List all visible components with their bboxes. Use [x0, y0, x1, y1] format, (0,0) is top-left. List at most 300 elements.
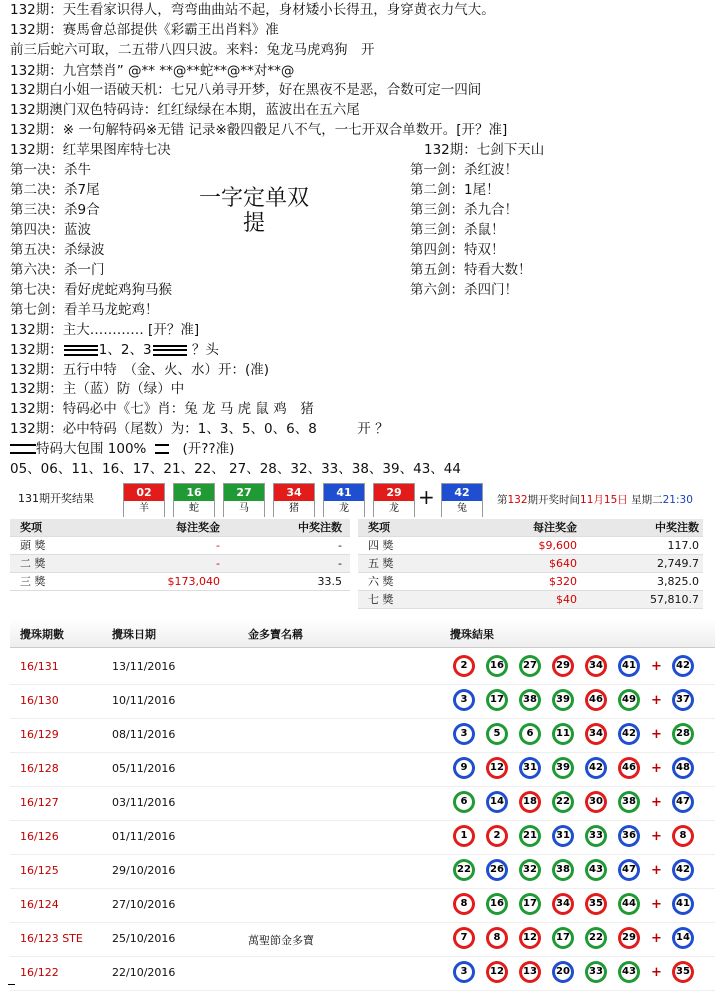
lottery-ball — [552, 927, 574, 949]
prize-row — [10, 537, 350, 555]
lottery-ball — [453, 961, 475, 983]
jian-2: 第二剑：1尾！ — [410, 182, 500, 198]
ball-number: 42 — [675, 862, 691, 878]
special-ball — [672, 893, 694, 915]
lottery-ball — [486, 655, 508, 677]
lottery-ball — [585, 961, 607, 983]
history-period: 16/123 STE — [20, 932, 83, 945]
ball-number: 31 — [522, 760, 538, 776]
ball-number: 46 — [621, 760, 637, 776]
result-zodiac: 兔 — [442, 501, 482, 517]
prize-name: 頭 獎 — [20, 539, 46, 552]
ball-number: 31 — [555, 828, 571, 844]
prize-winners: - — [338, 557, 342, 570]
history-row — [10, 718, 715, 753]
prize-winners: 117.0 — [667, 539, 699, 552]
lottery-ball — [552, 791, 574, 813]
history-date: 01/11/2016 — [112, 830, 176, 843]
history-period: 16/124 — [20, 898, 59, 911]
ball-number: 12 — [489, 964, 505, 980]
big-slogan-line-2: 提 — [242, 211, 265, 236]
ball-number: 35 — [675, 964, 691, 980]
ball-number: 16 — [489, 896, 505, 912]
lottery-ball — [618, 757, 640, 779]
ball-number: 29 — [555, 658, 571, 674]
result-ball-5 — [323, 483, 365, 517]
package-suffix: (开??准) — [168, 441, 235, 457]
jian-extra: 第七剑：看羊马龙蛇鸡！ — [10, 302, 159, 318]
prize-name: 五 獎 — [368, 557, 394, 570]
lottery-ball — [585, 825, 607, 847]
ball-number: 22 — [456, 862, 472, 878]
ball-number: 26 — [489, 862, 505, 878]
lottery-ball — [519, 927, 541, 949]
prize-amount: - — [216, 539, 220, 552]
lottery-ball — [552, 757, 574, 779]
lottery-ball — [519, 655, 541, 677]
next-time: 21:30 — [662, 494, 693, 506]
forecast-line-4: 132期：九宫禁肖” @** **@**蛇**@**对**@ — [10, 63, 295, 79]
draw-result-label: 131期开奖结果 — [18, 492, 94, 505]
result-number: 27 — [224, 484, 264, 501]
lottery-ball — [453, 859, 475, 881]
history-date: 29/10/2016 — [112, 864, 176, 877]
forecast-line-2: 132期：赛馬會总部提供《彩霸王出肖料》准 — [10, 22, 279, 38]
next-pre: 第 — [497, 494, 508, 506]
ball-number: 3 — [456, 726, 472, 742]
jue-6: 第六决：杀一门 — [10, 262, 105, 278]
result-number: 34 — [274, 484, 314, 501]
history-period: 16/131 — [20, 660, 59, 673]
lottery-ball — [453, 825, 475, 847]
prize-row — [358, 555, 703, 573]
prize-amount: - — [216, 557, 220, 570]
ball-number: 32 — [522, 862, 538, 878]
ball-number: 16 — [489, 658, 505, 674]
ball-number: 3 — [456, 692, 472, 708]
prize-table-left — [10, 519, 350, 615]
history-period: 16/126 — [20, 830, 59, 843]
line-five-elements: 132期：五行中特 （金、火、水）开：(准) — [10, 362, 270, 378]
special-ball — [672, 757, 694, 779]
lottery-ball — [552, 825, 574, 847]
bar-decoration — [153, 345, 187, 356]
prize-name: 二 獎 — [20, 557, 46, 570]
result-ball-6 — [373, 483, 415, 517]
ball-number: 9 — [456, 760, 472, 776]
lottery-ball — [486, 723, 508, 745]
ball-number: 47 — [675, 794, 691, 810]
result-zodiac: 马 — [224, 501, 264, 517]
prize-row — [358, 537, 703, 555]
ball-number: 42 — [621, 726, 637, 742]
plus-sign: + — [651, 795, 662, 810]
next-period: 132 — [507, 494, 528, 506]
lottery-ball — [618, 927, 640, 949]
result-zodiac: 羊 — [124, 501, 164, 517]
ball-number: 6 — [456, 794, 472, 810]
prize-name: 六 獎 — [368, 575, 394, 588]
lottery-ball — [486, 893, 508, 915]
lottery-ball — [453, 791, 475, 813]
special-ball — [672, 927, 694, 949]
ball-number: 47 — [621, 862, 637, 878]
ball-number: 33 — [588, 828, 604, 844]
lottery-ball — [585, 927, 607, 949]
plus-sign: + — [651, 727, 662, 742]
head-prefix: 132期： — [10, 342, 63, 358]
result-number: 16 — [174, 484, 214, 501]
ball-number: 1 — [456, 828, 472, 844]
lottery-ball — [486, 791, 508, 813]
history-date: 13/11/2016 — [112, 660, 176, 673]
ball-number: 28 — [675, 726, 691, 742]
lottery-ball — [618, 791, 640, 813]
lottery-ball — [453, 689, 475, 711]
ball-number: 46 — [588, 692, 604, 708]
ball-number: 48 — [675, 760, 691, 776]
ball-number: 8 — [489, 930, 505, 946]
history-date: 27/10/2016 — [112, 898, 176, 911]
history-period: 16/129 — [20, 728, 59, 741]
result-number: 29 — [374, 484, 414, 501]
history-period: 16/127 — [20, 796, 59, 809]
lottery-ball — [519, 859, 541, 881]
ball-number: 8 — [456, 896, 472, 912]
next-date: 11月15日 — [580, 494, 628, 506]
lottery-ball — [519, 893, 541, 915]
ball-number: 14 — [489, 794, 505, 810]
ball-number: 27 — [522, 658, 538, 674]
lottery-ball — [618, 723, 640, 745]
forecast-line-1: 132期：天生看家识得人，弯弯曲曲站不起，身材矮小长得丑，身穿黄衣力气大。 — [10, 2, 495, 18]
ball-number: 33 — [588, 964, 604, 980]
history-row — [10, 922, 715, 957]
plus-sign: + — [651, 965, 662, 980]
history-date: 08/11/2016 — [112, 728, 176, 741]
ball-number: 8 — [675, 828, 691, 844]
ball-number: 36 — [621, 828, 637, 844]
col-jackpot-name: 金多寶名稱 — [248, 628, 303, 641]
jue-5: 第五决：杀绿波 — [10, 242, 105, 258]
lottery-ball — [519, 825, 541, 847]
prize-name: 三 獎 — [20, 575, 46, 588]
plus-sign: + — [651, 897, 662, 912]
special-ball — [672, 723, 694, 745]
bar-decoration — [10, 444, 36, 454]
prize-winners: 33.5 — [317, 575, 342, 588]
history-row — [10, 820, 715, 855]
plus-sign: + — [651, 863, 662, 878]
history-row — [10, 752, 715, 787]
bar-decoration — [64, 345, 98, 356]
prize-row — [358, 573, 703, 591]
special-ball — [672, 689, 694, 711]
col-amount: 每注奖金 — [533, 521, 577, 534]
lottery-ball — [486, 859, 508, 881]
col-prize: 奖项 — [368, 521, 390, 534]
lottery-ball — [486, 961, 508, 983]
lottery-ball — [585, 723, 607, 745]
forecast-line-8: 132期：红苹果图库特七决 — [10, 142, 171, 158]
bar-decoration — [155, 444, 169, 454]
ball-number: 11 — [555, 726, 571, 742]
prize-winners: - — [338, 539, 342, 552]
ball-number: 41 — [675, 896, 691, 912]
lottery-ball — [486, 757, 508, 779]
line-zodiac: 132期：特码必中《七》肖：兔 龙 马 虎 鼠 鸡 猪 — [10, 401, 314, 417]
jue-4: 第四决：蓝波 — [10, 222, 91, 238]
plus-sign: + — [651, 659, 662, 674]
result-ball-3 — [223, 483, 265, 517]
history-period: 16/125 — [20, 864, 59, 877]
prize-table-right — [358, 519, 703, 615]
history-date: 03/11/2016 — [112, 796, 176, 809]
result-zodiac: 龙 — [324, 501, 364, 517]
lottery-ball — [519, 757, 541, 779]
ball-number: 13 — [522, 964, 538, 980]
ball-number: 42 — [675, 658, 691, 674]
seven-swords-title: 132期：七剑下天山 — [424, 142, 545, 158]
history-date: 05/11/2016 — [112, 762, 176, 775]
ball-number: 34 — [588, 658, 604, 674]
prize-row — [358, 591, 703, 609]
ball-number: 39 — [555, 692, 571, 708]
prize-winners: 2,749.7 — [657, 557, 699, 570]
ball-number: 49 — [621, 692, 637, 708]
col-period: 攪珠期數 — [20, 628, 64, 641]
history-row — [10, 650, 715, 685]
col-result: 攪珠結果 — [450, 628, 494, 641]
ball-number: 7 — [456, 930, 472, 946]
lottery-ball — [618, 859, 640, 881]
prize-row — [10, 573, 350, 591]
prize-amount: $640 — [549, 557, 577, 570]
lottery-ball — [552, 893, 574, 915]
history-date: 10/11/2016 — [112, 694, 176, 707]
col-winners: 中奖注数 — [298, 521, 342, 534]
jian-3: 第三剑：杀九合！ — [410, 202, 518, 218]
history-row — [10, 786, 715, 821]
special-ball — [672, 859, 694, 881]
prize-amount: $173,040 — [167, 575, 220, 588]
history-period: 16/122 — [20, 966, 59, 979]
ball-number: 12 — [522, 930, 538, 946]
ball-number: 5 — [489, 726, 505, 742]
plus-sign: + — [651, 829, 662, 844]
line-tail: 132期：必中特码（尾数）为：1、3、5、0、6、8 开 ？ — [10, 421, 389, 437]
forecast-line-6: 132期澳门双色特码诗：红红绿绿在本期，蓝波出在五六尾 — [10, 102, 360, 118]
ball-number: 17 — [489, 692, 505, 708]
result-number: 41 — [324, 484, 364, 501]
lottery-ball — [585, 791, 607, 813]
prize-winners: 3,825.0 — [657, 575, 699, 588]
history-row — [10, 684, 715, 719]
ball-number: 3 — [456, 964, 472, 980]
package-text: 特码大包围 100% — [36, 441, 147, 457]
result-number: 42 — [442, 484, 482, 501]
lottery-ball — [519, 791, 541, 813]
line-number-list: 05、06、11、16、17、21、22、 27、28、32、33、38、39、43、44 — [10, 461, 461, 477]
draw-result-bar — [0, 483, 725, 517]
lottery-ball — [453, 757, 475, 779]
ball-number: 12 — [489, 760, 505, 776]
jian-5: 第五剑：特看大数！ — [410, 262, 532, 278]
ball-number: 2 — [489, 828, 505, 844]
col-amount: 每注奖金 — [176, 521, 220, 534]
ball-number: 43 — [588, 862, 604, 878]
lottery-ball — [486, 927, 508, 949]
ball-number: 43 — [621, 964, 637, 980]
line-main-big: 132期：主大………… [开？准] — [10, 322, 200, 338]
col-date: 攪珠日期 — [112, 628, 156, 641]
history-date: 25/10/2016 — [112, 932, 176, 945]
history-header — [10, 619, 715, 648]
lottery-ball — [585, 893, 607, 915]
big-slogan-line-1: 一字定单双 — [198, 186, 309, 211]
history-date: 22/10/2016 — [112, 966, 176, 979]
history-row — [10, 888, 715, 923]
lottery-ball — [519, 723, 541, 745]
prize-amount: $9,600 — [538, 539, 577, 552]
jue-7: 第七决：看好虎蛇鸡狗马猴 — [10, 282, 172, 298]
ball-number: 14 — [675, 930, 691, 946]
result-ball-2 — [173, 483, 215, 517]
jue-2: 第二决：杀7尾 — [10, 182, 100, 198]
head-numbers: 1、2、3 — [98, 342, 152, 358]
forecast-line-7: 132期：※ 一句解特码※无错 记录※㲊四㲊足八不气，一七开双合单数开。[开？准] — [10, 122, 508, 138]
ball-number: 29 — [621, 930, 637, 946]
ball-number: 20 — [555, 964, 571, 980]
lottery-ball — [618, 893, 640, 915]
plus-sign: + — [651, 761, 662, 776]
ball-number: 2 — [456, 658, 472, 674]
result-ball-4 — [273, 483, 315, 517]
history-period: 16/128 — [20, 762, 59, 775]
plus-sign: + — [418, 485, 435, 509]
ball-number: 39 — [555, 760, 571, 776]
ball-number: 42 — [588, 760, 604, 776]
ball-number: 41 — [621, 658, 637, 674]
history-jackpot-name: 萬聖節金多寶 — [248, 934, 314, 947]
history-row — [10, 854, 715, 889]
jue-3: 第三决：杀9合 — [10, 202, 100, 218]
ball-number: 38 — [522, 692, 538, 708]
ball-number: 17 — [555, 930, 571, 946]
line-package — [10, 441, 234, 458]
prize-header — [10, 519, 350, 537]
ball-number: 17 — [522, 896, 538, 912]
line-head — [10, 342, 219, 359]
lottery-ball — [552, 723, 574, 745]
jian-4: 第四剑：特双！ — [410, 242, 505, 258]
prize-name: 七 獎 — [368, 593, 394, 606]
big-slogan — [193, 186, 315, 236]
prize-header — [358, 519, 703, 537]
next-week: 星期二 — [627, 494, 663, 506]
next-draw-info — [497, 492, 693, 507]
result-special-ball — [441, 483, 483, 517]
ball-number: 6 — [522, 726, 538, 742]
next-mid: 期开奖时间 — [527, 494, 581, 506]
lottery-ball — [585, 655, 607, 677]
ball-number: 18 — [522, 794, 538, 810]
lottery-ball — [519, 689, 541, 711]
ball-number: 21 — [522, 828, 538, 844]
lottery-ball — [453, 723, 475, 745]
ball-number: 22 — [555, 794, 571, 810]
lottery-ball — [453, 893, 475, 915]
lottery-ball — [618, 825, 640, 847]
prize-amount: $40 — [556, 593, 577, 606]
history-period: 16/130 — [20, 694, 59, 707]
forecast-line-3: 前三后蛇六可取，二五带八四只波。来料：兔龙马虎鸡狗 开 — [10, 42, 375, 58]
lottery-ball — [486, 825, 508, 847]
ball-number: 34 — [588, 726, 604, 742]
result-number: 02 — [124, 484, 164, 501]
prize-amount: $320 — [549, 575, 577, 588]
line-color: 132期：主（蓝）防（绿）中 — [10, 381, 185, 397]
history-row — [10, 956, 715, 991]
ball-number: 38 — [555, 862, 571, 878]
lottery-ball — [453, 655, 475, 677]
result-zodiac: 猪 — [274, 501, 314, 517]
ball-number: 22 — [588, 930, 604, 946]
ball-number: 30 — [588, 794, 604, 810]
plus-sign: + — [651, 931, 662, 946]
lottery-ball — [453, 927, 475, 949]
lottery-ball — [552, 961, 574, 983]
lottery-ball — [585, 757, 607, 779]
lottery-ball — [552, 689, 574, 711]
result-zodiac: 龙 — [374, 501, 414, 517]
ball-number: 38 — [621, 794, 637, 810]
ball-number: 37 — [675, 692, 691, 708]
forecast-line-5: 132期白小姐一语破天机：七兄八弟寻开梦，好在黑夜不是恶，合数可定一四间 — [10, 82, 482, 98]
lottery-ball — [585, 689, 607, 711]
ball-number: 44 — [621, 896, 637, 912]
lottery-ball — [618, 689, 640, 711]
divider — [8, 984, 15, 985]
ball-number: 34 — [555, 896, 571, 912]
special-ball — [672, 791, 694, 813]
col-winners: 中奖注数 — [655, 521, 699, 534]
result-zodiac: 蛇 — [174, 501, 214, 517]
lottery-ball — [552, 655, 574, 677]
lottery-ball — [585, 859, 607, 881]
ball-number: 35 — [588, 896, 604, 912]
head-suffix: ？头 — [187, 342, 219, 358]
lottery-ball — [618, 655, 640, 677]
lottery-ball — [552, 859, 574, 881]
prize-name: 四 獎 — [368, 539, 394, 552]
plus-sign: + — [651, 693, 662, 708]
jian-6: 第六剑：杀四门！ — [410, 282, 518, 298]
lottery-ball — [618, 961, 640, 983]
result-ball-1 — [123, 483, 165, 517]
special-ball — [672, 961, 694, 983]
special-ball — [672, 825, 694, 847]
prize-row — [10, 555, 350, 573]
jue-1: 第一决：杀牛 — [10, 162, 91, 178]
jian-1: 第一剑：杀红波！ — [410, 162, 518, 178]
lottery-ball — [519, 961, 541, 983]
col-prize: 奖项 — [20, 521, 42, 534]
special-ball — [672, 655, 694, 677]
prize-winners: 57,810.7 — [650, 593, 699, 606]
lottery-ball — [486, 689, 508, 711]
jian-3b: 第三剑：杀鼠！ — [410, 222, 505, 238]
